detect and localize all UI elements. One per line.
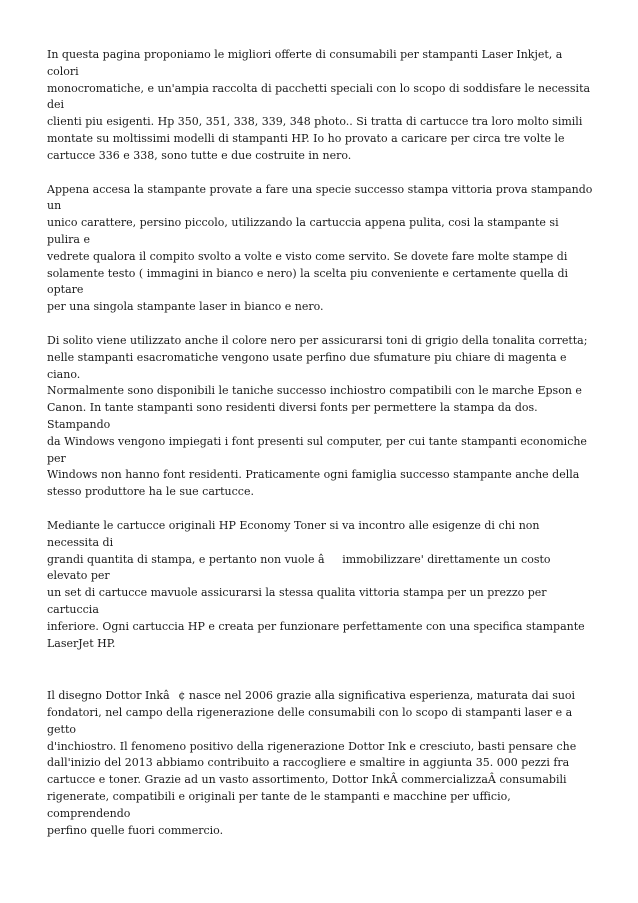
paragraph-4: Mediante le cartucce originali HP Economy Toner si va incontro alle esigenze di chi non necessita di grandi quantita di stampa, e pertanto non vuole âimmobilizzare' direttamente un costo elevato per un set di cartucce mavuole assicurarsi la stessa qualita vittoria stampa per un prezzo per cartuccia inferiore. Ogni cartuccia HP e creata per funzionare perfettamente con una specifica stampante LaserJet HP. <box>47 518 585 650</box>
paragraph-3: Di solito viene utilizzato anche il colore nero per assicurarsi toni di grigio della tonalita corretta; nelle stampanti esacromatiche vengono usate perfino due sfumature piu chiare di magenta e ciano. Normalmente sono disponibili le taniche successo inchiostro compatibili con le marche Epson e Canon. In tante stampanti sono residenti diversi fonts per permettere la stampa da dos. Stampando da Windows vengono impiegati i font presenti sul computer, per cui tante stampanti economiche per Windows non hanno font residenti. Praticamente ogni famiglia successo stampante anche della stesso produttore ha le sue cartucce. <box>47 333 588 499</box>
paragraph-1: In questa pagina proponiamo le migliori offerte di consumabili per stampanti Laser Inkjet, a colori monocromatiche, e un'ampia raccolta di pacchetti speciali con lo scopo di soddisfare le necessita dei clienti piu esigenti. Hp 350, 351, 338, 339, 348 photo.. Si tratta di cartucce tra loro molto simili montate su moltissimi modelli di stampanti HP. Io ho provato a caricare per circa tre volte le cartucce 336 e 338, sono tutte e due costruite in nero. <box>47 48 591 162</box>
paragraph-2: Appena accesa la stampante provate a fare una specie successo stampa vittoria prova stampando un unico carattere, persino piccolo, utilizzando la cartuccia appena pulita, cosi la stampante si pulira e vedrete qualora il compito svolto a volte e visto come servito. Se dovete fare molte stampe di solamente testo ( immagini in bianco e nero) la scelta piu conveniente e certamente quella di optare per una singola stampante laser in bianco e nero. <box>47 182 593 314</box>
document-page <box>47 47 593 856</box>
paragraph-5: Il disegno Dottor Inkâ¢ nasce nel 2006 grazie alla significativa esperienza, maturata dai suoi fondatori, nel campo della rigenerazione delle consumabili con lo scopo di stampanti laser e a getto d'inchiostro. Il fenomeno positivo della rigenerazione Dottor Ink e cresciuto, basti pensare che dall'inizio del 2013 abbiamo contribuito a raccogliere e smaltire in aggiunta 35. 000 pezzi fra cartucce e toner. Grazie ad un vasto assortimento, Dottor InkÂ commercializzaÂ consumabili rigenerate, compatibili e originali per tante de le stampanti e macchine per ufficio, comprendendo perfino quelle fuori commercio. <box>47 689 577 837</box>
